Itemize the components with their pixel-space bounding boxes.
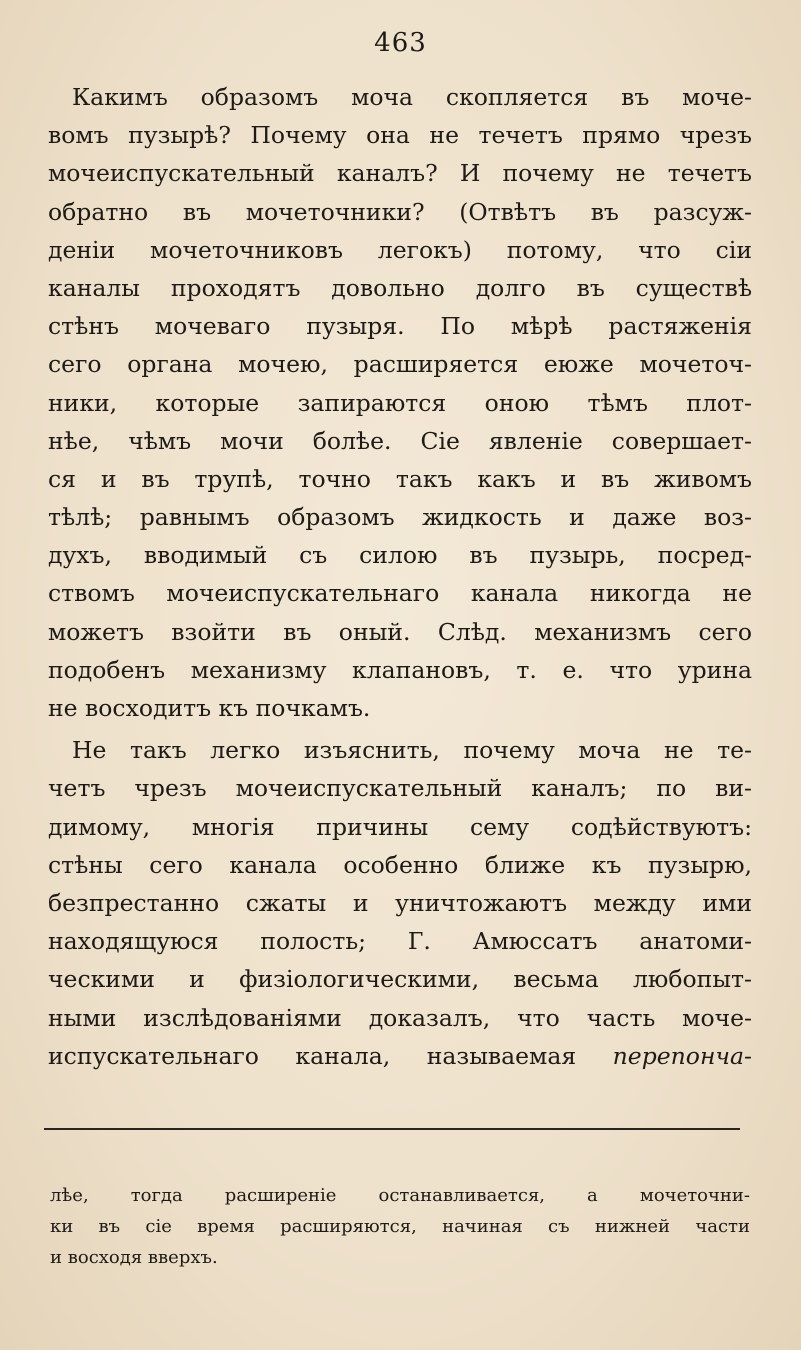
text-line: тѣлѣ; равнымъ образомъ жидкость и даже воз- (48, 503, 752, 532)
text-line: ся и въ трупѣ, точно такъ какъ и въ живомъ (48, 464, 752, 493)
text-line: димому, многія причины сему содѣйствуютъ: (48, 812, 752, 841)
page-number: 463 (374, 28, 427, 58)
text-line: нѣе, чѣмъ мочи болѣе. Сіе явленіе совершает- (48, 426, 752, 455)
text-line: ствомъ мочеиспускательнаго канала никогда не (48, 579, 752, 608)
text-line: подобенъ механизму клапановъ, т. е. что урина (48, 655, 752, 684)
text-line: ники, которые запираются оною тѣмъ плот- (48, 388, 752, 417)
text-line: стѣнъ мочеваго пузыря. По мѣрѣ растяженія (48, 312, 752, 341)
text-line: безпрестанно сжаты и уничтожаютъ между ими (48, 888, 752, 917)
text-line: обратно въ мочеточники? (Отвѣтъ въ разсуж- (48, 197, 752, 226)
text-line: каналы проходятъ довольно долго въ существѣ (48, 273, 752, 302)
text-line: находящуюся полость; Г. Амюссатъ анатоми- (48, 927, 752, 956)
text-line: деніи мочеточниковъ легокъ) потому, что сіи (48, 235, 752, 264)
text-line: стѣны сего канала особенно ближе къ пузырю, (48, 850, 752, 879)
italic-term: перепонча- (612, 1041, 752, 1070)
text-line: Не такъ легко изъяснить, почему моча не те- (72, 736, 752, 765)
text-line-segment: испускательнаго канала, называемая (48, 1041, 577, 1070)
text-line: не восходитъ къ почкамъ. (48, 694, 371, 722)
text-line: ческими и физіологическими, весьма любопыт- (48, 965, 752, 994)
text-line: вомъ пузырѣ? Почему она не течетъ прямо чрезъ (48, 121, 752, 150)
text-line: ными изслѣдованіями доказалъ, что часть моче- (48, 1003, 752, 1032)
text-line: мочеиспускательный каналъ? И почему не течетъ (48, 159, 752, 188)
text-line: сего органа мочею, расширяется еюже мочеточ- (48, 350, 752, 379)
footnote (50, 1180, 750, 1273)
footnote-line: лѣе, тогда расширеніе останавливается, а мочеточни- (50, 1185, 750, 1206)
footnote-line: и восходя вверхъ. (50, 1247, 218, 1268)
footnote-divider (44, 1128, 740, 1130)
footnote-line: ки въ сіе время расширяются, начиная съ нижней части (50, 1216, 750, 1237)
text-line: можетъ взойти въ оный. Слѣд. механизмъ сего (48, 617, 752, 646)
main-text (48, 78, 752, 1075)
text-line: четъ чрезъ мочеиспускательный каналъ; по ви- (48, 774, 752, 803)
text-line (48, 1037, 752, 1075)
text-line: духъ, вводимый съ силою въ пузырь, посред- (48, 541, 752, 570)
text-line: Какимъ образомъ моча скопляется въ моче- (72, 83, 752, 111)
